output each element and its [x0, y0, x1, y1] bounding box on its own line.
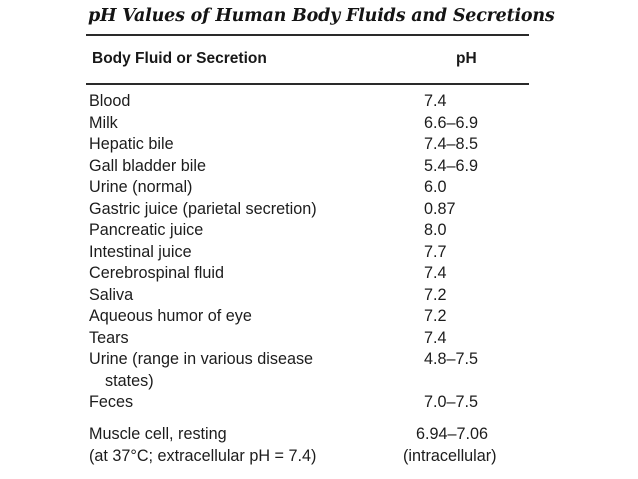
fluid-cell-continuation: states): [105, 371, 154, 390]
ph-cell: 6.0: [424, 178, 447, 196]
table-title: pH Values of Human Body Fluids and Secretions: [88, 6, 555, 26]
fluid-cell: Feces: [89, 393, 134, 411]
column-header-fluid: Body Fluid or Secretion: [92, 50, 267, 67]
fluid-cell: Urine (range in various disease: [89, 350, 314, 368]
ph-cell: 6.94–7.06: [416, 425, 489, 443]
fluid-cell: Pancreatic juice: [89, 221, 204, 239]
ph-cell: 7.4–8.5: [424, 135, 479, 153]
fluid-cell-continuation: (at 37°C; extracellular pH = 7.4): [89, 446, 317, 465]
fluid-cell: Hepatic bile: [89, 135, 174, 153]
column-header-ph: pH: [456, 50, 477, 67]
ph-cell-continuation: (intracellular): [403, 446, 497, 465]
header-rule: [86, 83, 529, 85]
fluid-cell: Milk: [89, 113, 118, 132]
top-rule: [86, 34, 529, 36]
fluid-cell: Saliva: [89, 285, 134, 304]
ph-cell: 8.0: [424, 221, 447, 239]
fluid-cell: Gall bladder bile: [89, 156, 206, 175]
ph-cell: 7.0–7.5: [424, 393, 479, 411]
fluid-cell: Gastric juice (parietal secretion): [89, 199, 317, 218]
ph-cell: 7.4: [424, 264, 447, 282]
fluid-cell: Muscle cell, resting: [89, 425, 227, 443]
ph-cell: 7.4: [424, 328, 447, 347]
ph-cell: 7.4: [424, 92, 447, 110]
ph-cell: 7.2: [424, 285, 447, 304]
ph-cell: 6.6–6.9: [424, 113, 479, 132]
ph-cell: 0.87: [424, 199, 456, 218]
fluid-cell: Blood: [89, 92, 131, 110]
fluid-cell: Tears: [89, 328, 129, 347]
fluid-cell: Urine (normal): [89, 178, 193, 196]
ph-cell: 7.2: [424, 307, 447, 325]
ph-cell: 4.8–7.5: [424, 350, 479, 368]
ph-cell: 7.7: [424, 242, 447, 261]
fluid-cell: Intestinal juice: [89, 242, 192, 261]
fluid-cell: Aqueous humor of eye: [89, 307, 252, 325]
fluid-cell: Cerebrospinal fluid: [89, 264, 224, 282]
ph-cell: 5.4–6.9: [424, 156, 479, 175]
